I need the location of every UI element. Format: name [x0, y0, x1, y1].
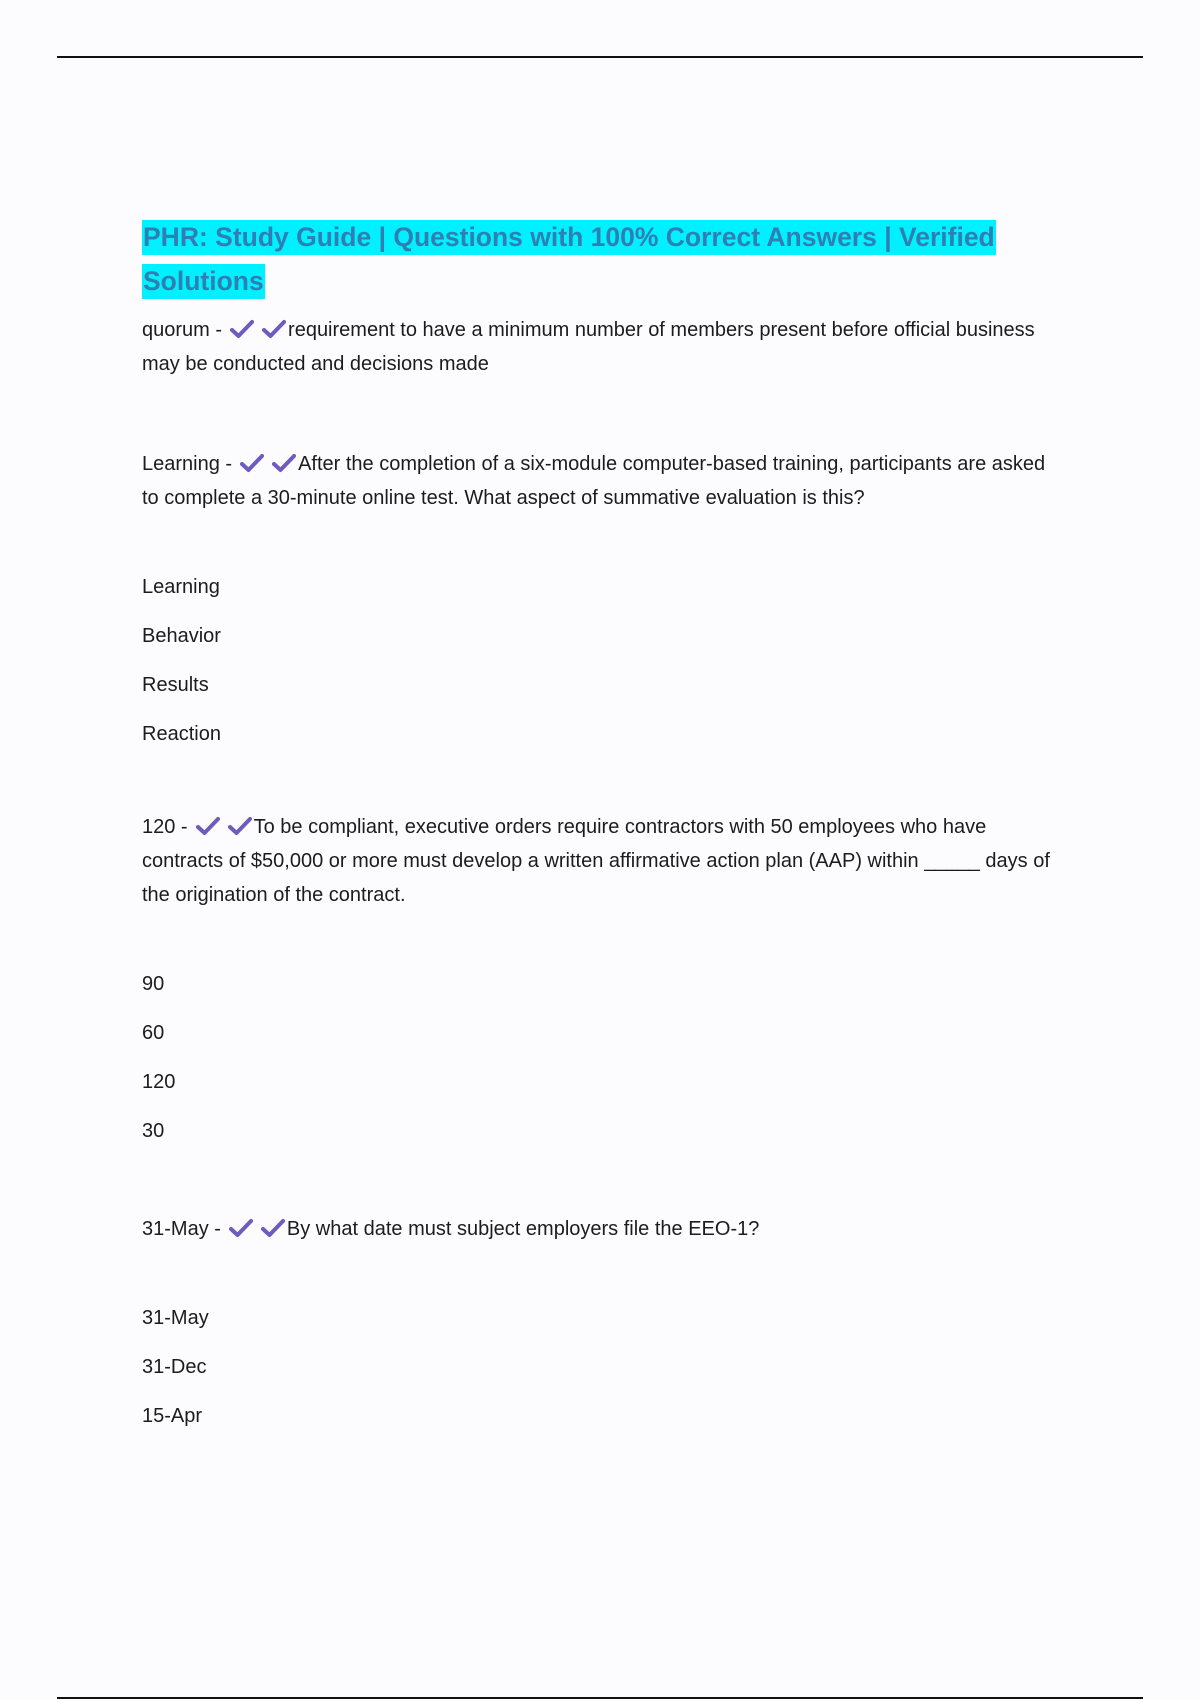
question-text: After the completion of a six-module computer-based training, participants are asked to complete a 30-minute online test. What aspect of summative evaluation is this?	[142, 453, 1046, 509]
option-item: Behavior	[142, 625, 221, 647]
checkmark-icon	[240, 453, 264, 473]
option-list	[142, 575, 1062, 746]
check-icons	[229, 1212, 287, 1246]
checkmark-icon	[272, 453, 296, 473]
option-list	[142, 1306, 1062, 1428]
option-item: 31-Dec	[142, 1356, 207, 1378]
option-item: Reaction	[142, 723, 221, 745]
option-item: 60	[142, 1022, 165, 1044]
checkmark-icon	[261, 1218, 285, 1238]
check-icons	[196, 810, 254, 844]
checkmark-icon	[230, 319, 254, 339]
answer-term: 31-May -	[142, 1218, 221, 1240]
option-item: 30	[142, 1120, 165, 1142]
header-rule	[57, 56, 1143, 58]
checkmark-icon	[262, 319, 286, 339]
checkmark-icon	[228, 816, 252, 836]
option-item: Learning	[142, 576, 220, 598]
option-item: 15-Apr	[142, 1405, 203, 1427]
option-item: 120	[142, 1071, 176, 1093]
question-text: requirement to have a minimum number of members present before official business may be conducted and decisions made	[142, 319, 1035, 375]
document-title	[142, 215, 1062, 303]
qa-item	[142, 447, 1062, 515]
qa-item	[142, 810, 1062, 912]
question-text: To be compliant, executive orders require contractors with 50 employees who have contracts of $50,000 or more must develop a written affirmative action plan (AAP) within _____ days of the origination of the contract.	[142, 816, 1050, 906]
answer-term: 120 -	[142, 816, 188, 838]
checkmark-icon	[229, 1218, 253, 1238]
document-content	[142, 215, 1062, 1453]
answer-term: Learning -	[142, 453, 233, 475]
qa-item	[142, 1212, 1062, 1246]
check-icons	[230, 313, 288, 347]
document-title-text: PHR: Study Guide | Questions with 100% Correct Answers | Verified Solutions	[142, 220, 996, 299]
qa-item	[142, 313, 1062, 381]
option-item: 31-May	[142, 1307, 209, 1329]
check-icons	[240, 447, 298, 481]
footer-rule	[57, 1697, 1143, 1699]
option-item: Results	[142, 674, 209, 696]
option-item: 90	[142, 973, 165, 995]
question-text: By what date must subject employers file the EEO-1?	[286, 1218, 760, 1240]
checkmark-icon	[196, 816, 220, 836]
option-list	[142, 972, 1062, 1143]
answer-term: quorum -	[142, 319, 223, 341]
